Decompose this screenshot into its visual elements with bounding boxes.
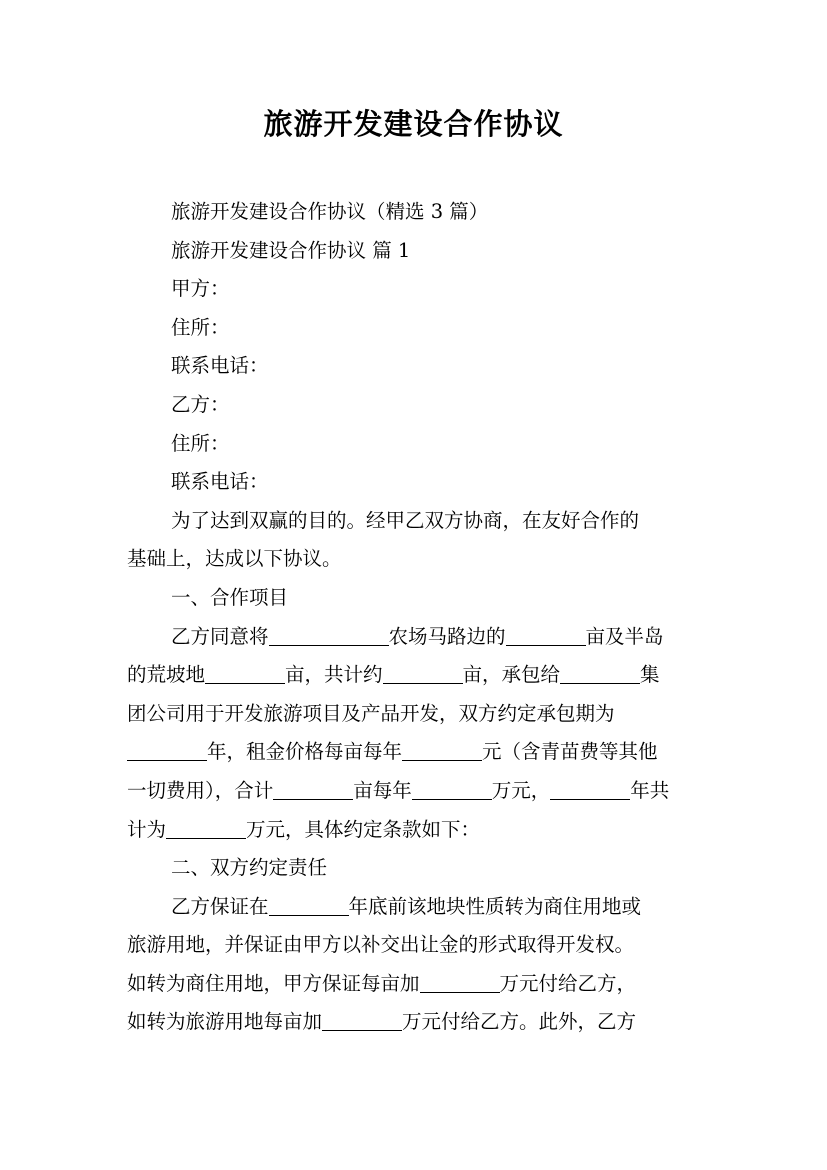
fill-blank <box>420 972 500 993</box>
fill-blank <box>383 663 463 684</box>
intro-line: 基础上，达成以下协议。 <box>127 547 342 571</box>
cooperation-paragraph <box>127 618 702 850</box>
text-run: 乙方同意将 <box>171 624 269 648</box>
text-run: 亩每年 <box>353 778 412 802</box>
paragraph-line <box>127 965 702 1004</box>
text-run: 乙方保证在 <box>171 894 269 918</box>
paragraph-line <box>127 733 702 772</box>
subtitle: 旅游开发建设合作协议（精选 3 篇） <box>171 200 489 223</box>
fill-blank <box>273 779 353 800</box>
intro-paragraph <box>127 502 702 579</box>
paragraph-line <box>127 811 702 850</box>
fill-blank <box>560 663 640 684</box>
heading-cooperation-project: 一、合作项目 <box>171 585 289 609</box>
text-run: 计为 <box>127 817 167 841</box>
fill-blank <box>269 895 349 916</box>
paragraph-line <box>127 1003 702 1042</box>
text-run: 集 <box>640 663 660 687</box>
fill-blank <box>166 818 246 839</box>
party-b-phone: 联系电话： <box>171 470 269 494</box>
fill-blank <box>322 1010 402 1031</box>
document-body <box>127 193 702 1042</box>
text-run: 如转为商住用地，甲方保证每亩加 <box>127 971 420 995</box>
text-run: 一切费用），合计 <box>127 778 274 802</box>
party-b-address: 住所： <box>171 431 230 455</box>
fill-blank <box>412 779 492 800</box>
text-run: 万元付给乙方， <box>499 971 637 995</box>
text-run: 元（含青苗费等其他 <box>482 740 658 764</box>
text-run: 年底前该地块性质转为商住用地或 <box>348 894 642 918</box>
text-run: 亩，共计约 <box>285 663 383 687</box>
section-heading: 旅游开发建设合作协议 篇 1 <box>171 238 411 262</box>
paragraph-line: 团公司用于开发旅游项目及产品开发，双方约定承包期为 <box>127 701 615 725</box>
paragraph-line <box>127 656 702 695</box>
paragraph-line <box>127 888 702 927</box>
party-a-address: 住所： <box>171 315 230 339</box>
party-a-label: 甲方： <box>171 277 230 301</box>
text-run: 亩，承包给 <box>462 663 561 687</box>
text-run: 万元付给乙方。此外，乙方 <box>402 1010 637 1034</box>
paragraph-line <box>127 772 702 811</box>
text-run: 的荒坡地 <box>127 663 206 687</box>
text-run: 如转为旅游用地每亩加 <box>127 1010 323 1034</box>
party-a-phone: 联系电话： <box>171 354 269 378</box>
text-run: 年，租金价格每亩每年 <box>207 740 403 764</box>
text-run: 农场马路边的 <box>388 624 506 648</box>
document-title: 旅游开发建设合作协议 <box>263 107 564 141</box>
paragraph-line <box>127 618 702 657</box>
fill-blank <box>506 625 586 646</box>
fill-blank <box>269 625 389 646</box>
fill-blank <box>550 779 630 800</box>
text-run: 亩及半岛 <box>585 624 664 648</box>
fill-blank <box>402 740 482 761</box>
fill-blank <box>127 740 207 761</box>
heading-mutual-responsibility: 二、双方约定责任 <box>171 856 328 880</box>
responsibility-paragraph <box>127 888 702 1042</box>
text-run: 万元， <box>491 778 551 802</box>
party-b-label: 乙方： <box>171 392 230 416</box>
text-run: 年共 <box>630 778 670 802</box>
paragraph-line: 旅游用地，并保证由甲方以补交出让金的形式取得开发权。 <box>127 933 635 957</box>
intro-line: 为了达到双赢的目的。经甲乙双方协商，在友好合作的 <box>171 508 640 532</box>
text-run: 万元，具体约定条款如下： <box>246 817 481 841</box>
fill-blank <box>205 663 285 684</box>
